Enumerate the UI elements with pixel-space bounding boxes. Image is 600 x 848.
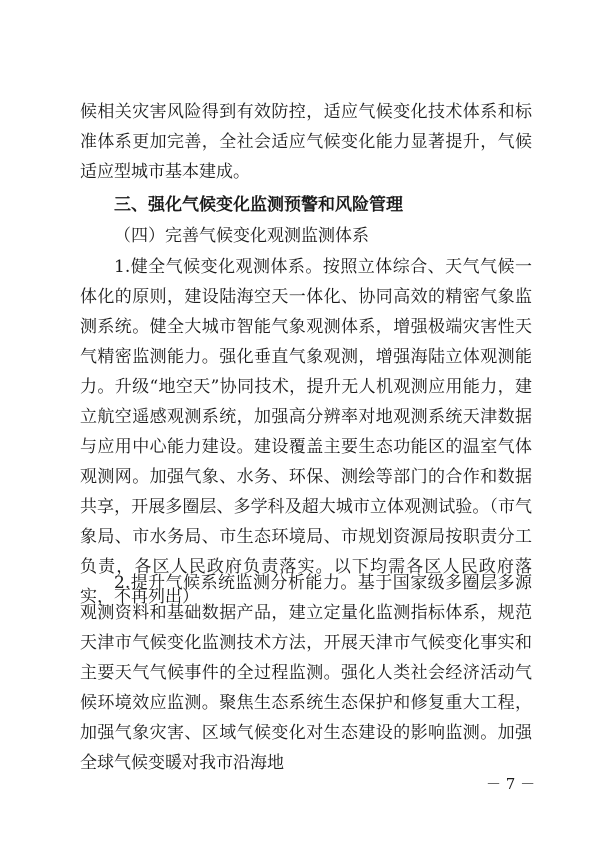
subsection-heading: （四）完善气候变化观测监测体系 — [114, 226, 369, 246]
section-heading: 三、强化气候变化监测预警和风险管理 — [114, 195, 403, 215]
item1-paragraph: 1.健全气候变化观测体系。按照立体综合、天气气候一体化的原则，建设陆海空天一体化、协同高效的精密气象监测系统。健全大城市智能气象观测体系，增强极端灾害性天气精密监测能力。强化垂直气象观测，增强海陆立体观测能力。升级“地空天”协同技术，提升无人机观测应用能力，建立航空遥感观测系统，加强高分辨率对地观测系统天津数据与应用中心能力建设。建设覆盖主要生态功能区的温室气体观测网。加强气象、水务、环保、测绘等部门的合作和数据共享，开展多圈层、多学科及超大城市立体观测试验。（市气象局、市水务局、市生态环境局、市规划资源局按职责分工负责，各区人民政府负责落实。以下均需各区人民政府落实，不再列出） — [80, 257, 532, 607]
page-number: － 7 － — [486, 775, 536, 793]
item2-paragraph: 2.提升气候系统监测分析能力。基于国家级多圈层多源观测资料和基础数据产品，建立定量化监测指标体系，规范天津市气候变化监测技术方法，开展天津市气候变化事实和主要天气气候事件的全过程监测。强化人类社会经济活动气候环境效应监测。聚焦生态系统生态保护和修复重大工程，加强气象灾害、区域气候变化对生态建设的影响监测。加强全球气候变暖对我市沿海地 — [80, 573, 532, 773]
continuation-paragraph: 候相关灾害风险得到有效防控，适应气候变化技术体系和标准体系更加完善，全社会适应气候变化能力显著提升，气候适应型城市基本建成。 — [80, 102, 532, 182]
